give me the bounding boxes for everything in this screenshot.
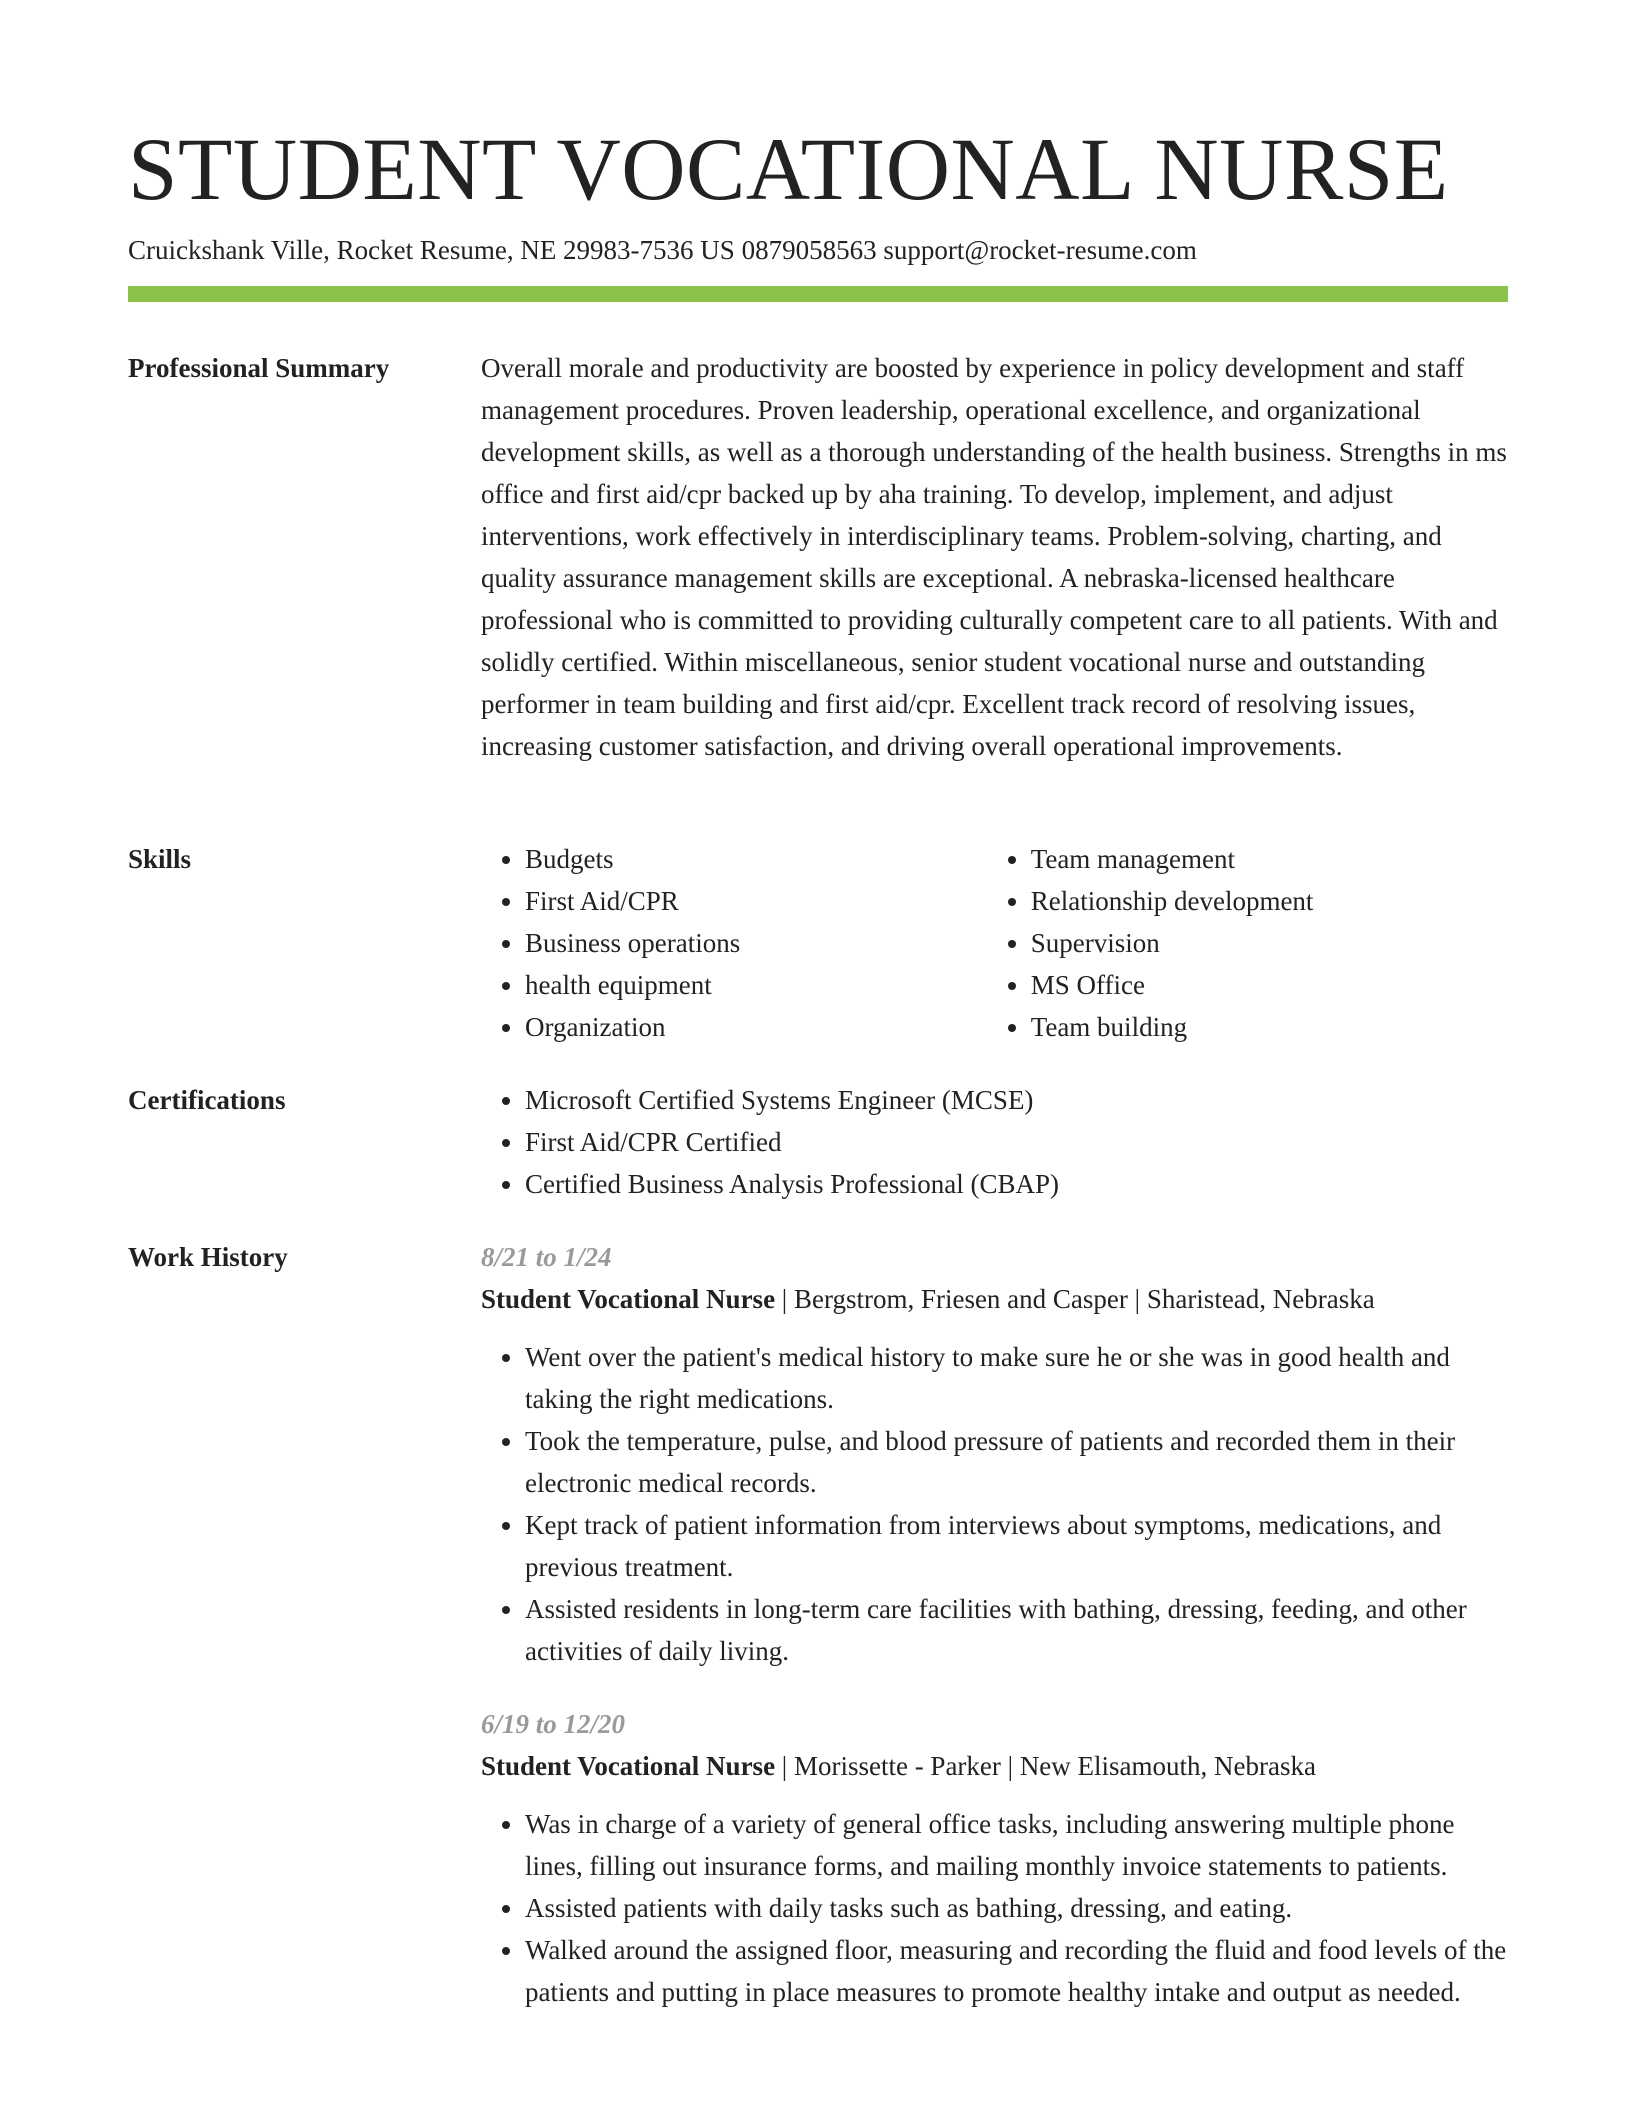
summary-body — [481, 347, 1508, 767]
job-duty: • Walked around the assigned floor, measuring and recording the fluid and food levels of the patients and putting in place measures to promote healthy intake and output as needed. — [525, 1929, 1508, 2013]
job-duty: • Assisted residents in long-term care facilities with bathing, dressing, feeding, and other activities of daily living. — [525, 1588, 1508, 1672]
skill-item: • Team building — [1031, 1006, 1508, 1048]
job-duty: • Kept track of patient information from interviews about symptoms, medications, and previous treatment. — [525, 1504, 1508, 1588]
skills-list-left — [481, 838, 987, 1048]
skill-item: • health equipment — [525, 964, 987, 1006]
header-divider — [128, 286, 1508, 302]
certification-item: • Certified Business Analysis Professional (CBAP) — [525, 1163, 1508, 1205]
skill-item: • First Aid/CPR — [525, 880, 987, 922]
summary-label: Professional Summary — [128, 353, 390, 383]
job-title: Student Vocational Nurse — [481, 1751, 776, 1781]
job-dates: 8/21 to 1/24 — [481, 1242, 612, 1272]
job-title-line — [481, 1278, 1508, 1320]
resume-name: STUDENT VOCATIONAL NURSE — [128, 121, 1449, 219]
skills-columns — [481, 838, 1508, 1048]
certifications-label: Certifications — [128, 1085, 286, 1115]
certification-item: • Microsoft Certified Systems Engineer (MCSE) — [525, 1079, 1508, 1121]
summary-text: Overall morale and productivity are boosted by experience in policy development and staff management procedures. Proven leadership, operational excellence, and organizational development skills, as well as a thorough understanding of the health business. Strengths in ms office and first aid/cpr backed up by aha training. To develop, implement, and adjust interventions, work effectively in interdisciplinary teams. Problem-solving, charting, and quality assurance management skills are exceptional. A nebraska-licensed healthcare professional who is committed to providing culturally competent care to all patients. With and solidly certified. Within miscellaneous, senior student vocational nurse and outstanding performer in team building and first aid/cpr. Excellent track record of resolving issues, increasing customer satisfaction, and driving overall operational improvements. — [481, 353, 1507, 761]
job-title: Student Vocational Nurse — [481, 1284, 776, 1314]
skill-item: • Supervision — [1031, 922, 1508, 964]
skills-body — [481, 838, 1508, 1048]
skill-item: • Relationship development — [1031, 880, 1508, 922]
skills-list-right — [987, 838, 1508, 1048]
job-location: | New Elisamouth, Nebraska — [1001, 1751, 1316, 1781]
job-entry — [481, 1236, 1508, 1672]
skill-item: • Budgets — [525, 838, 987, 880]
certifications-body — [481, 1079, 1508, 1205]
job-duty: • Went over the patient's medical history to make sure he or she was in good health and taking the right medications. — [525, 1336, 1508, 1420]
job-duty: • Assisted patients with daily tasks such as bathing, dressing, and eating. — [525, 1887, 1508, 1929]
skills-label: Skills — [128, 844, 192, 874]
job-dates: 6/19 to 12/20 — [481, 1709, 626, 1739]
job-duties-list — [481, 1336, 1508, 1672]
skill-item: • Team management — [1031, 838, 1508, 880]
work-history-body — [481, 1236, 1508, 2013]
job-duties-list — [481, 1803, 1508, 2013]
job-duty: • Was in charge of a variety of general office tasks, including answering multiple phone lines, filling out insurance forms, and mailing monthly invoice statements to patients. — [525, 1803, 1508, 1887]
job-company: | Bergstrom, Friesen and Casper — [775, 1284, 1128, 1314]
job-title-line — [481, 1745, 1508, 1787]
certification-item: • First Aid/CPR Certified — [525, 1121, 1508, 1163]
job-entry — [481, 1703, 1508, 2013]
skill-item: • Organization — [525, 1006, 987, 1048]
job-location: | Sharistead, Nebraska — [1128, 1284, 1375, 1314]
contact-address: Cruickshank Ville, Rocket Resume, NE 29983-7536 US — [128, 235, 735, 265]
certifications-list — [481, 1079, 1508, 1205]
job-company: | Morissette - Parker — [775, 1751, 1001, 1781]
skill-item: • Business operations — [525, 922, 987, 964]
skill-item: • MS Office — [1031, 964, 1508, 1006]
contact-phone: 0879058563 — [741, 235, 877, 265]
contact-line — [128, 232, 1197, 268]
work-history-label: Work History — [128, 1242, 288, 1272]
job-duty: • Took the temperature, pulse, and blood pressure of patients and recorded them in their electronic medical records. — [525, 1420, 1508, 1504]
contact-email: support@rocket-resume.com — [883, 235, 1197, 265]
